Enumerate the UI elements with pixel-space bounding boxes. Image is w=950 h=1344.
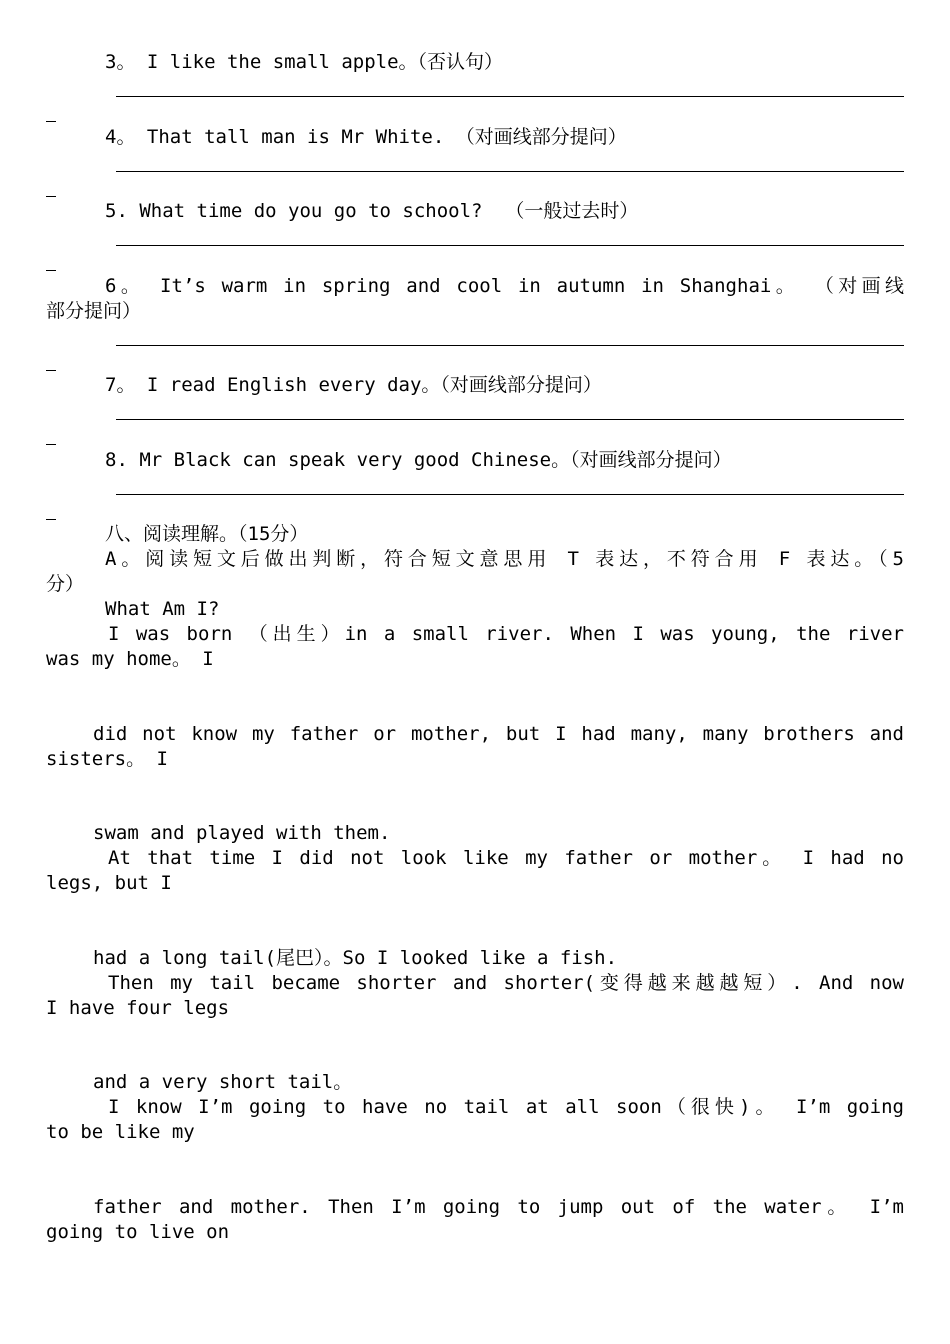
blank-mark xyxy=(46,370,56,371)
question-8: 8. Mr Black can speak very good Chinese。（对画线部分提问） xyxy=(105,449,732,471)
question-3: 3。 I like the small apple。（否认句） xyxy=(105,51,504,73)
passage-line: legs, but I xyxy=(46,872,172,894)
blank-mark xyxy=(46,444,56,445)
blank-mark xyxy=(46,196,56,197)
answer-line-8[interactable] xyxy=(116,494,904,495)
question-5: 5. What time do you go to school? （一般过去时） xyxy=(105,200,639,222)
passage-line: At that time I did not look like my father or mother。 I had no xyxy=(108,847,904,869)
passage-title: What Am I? xyxy=(105,598,220,620)
answer-line-7[interactable] xyxy=(116,419,904,420)
passage-line: and a very short tail。 xyxy=(93,1071,353,1093)
section-heading: 八、阅读理解。（15分） xyxy=(105,523,309,545)
blank-mark xyxy=(46,270,56,271)
passage-line: had a long tail(尾巴）。So I looked like a fish. xyxy=(93,947,618,969)
answer-line-6[interactable] xyxy=(116,345,904,346)
blank-mark xyxy=(46,121,56,122)
passage-line: did not know my father or mother, but I had many, many brothers and xyxy=(93,723,904,745)
passage-line: Then my tail became shorter and shorter(变得越来越越短）. And now xyxy=(108,972,904,994)
part-a-instruction-line-1: A。阅读短文后做出判断，符合短文意思用 T 表达，不符合用 F 表达。（5 xyxy=(105,548,904,570)
blank-mark xyxy=(46,519,56,520)
answer-line-4[interactable] xyxy=(116,171,904,172)
passage-line: I was born （出生）in a small river. When I was young, the river xyxy=(108,623,904,645)
passage-line: father and mother. Then I’m going to jump out of the water。 I’m xyxy=(93,1196,904,1218)
passage-line: sisters。 I xyxy=(46,748,168,770)
passage-line: I know I’m going to have no tail at all soon（很快)。 I’m going xyxy=(108,1096,904,1118)
part-a-instruction-line-2: 分） xyxy=(46,573,85,595)
passage-line: swam and played with them. xyxy=(93,822,391,844)
question-4: 4。 That tall man is Mr White. （对画线部分提问） xyxy=(105,126,627,148)
question-6-line-2: 部分提问） xyxy=(46,300,142,322)
answer-line-5[interactable] xyxy=(116,245,904,246)
passage-line: was my home。 I xyxy=(46,648,214,670)
answer-line-3[interactable] xyxy=(116,96,904,97)
passage-line: to be like my xyxy=(46,1121,195,1143)
passage-line: I have four legs xyxy=(46,997,230,1019)
question-7: 7。 I read English every day。（对画线部分提问） xyxy=(105,374,602,396)
question-6-line-1: 6。 It’s warm in spring and cool in autumn in Shanghai。 （对画线 xyxy=(105,275,904,297)
passage-line: going to live on xyxy=(46,1221,230,1243)
